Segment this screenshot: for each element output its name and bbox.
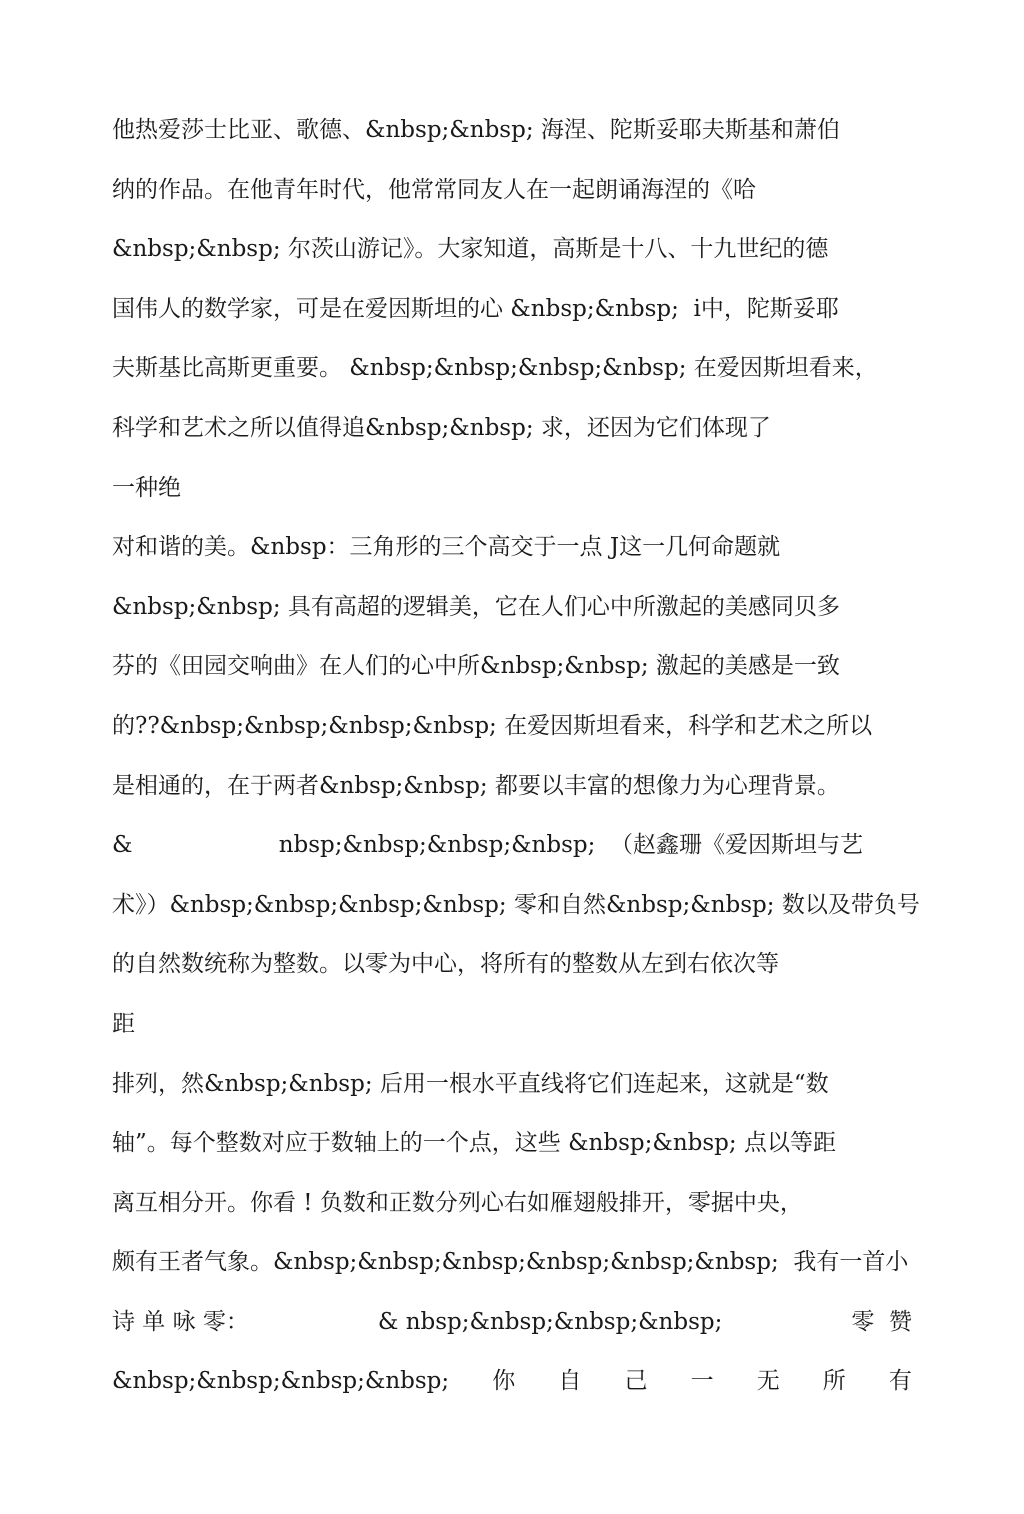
text-line: 国伟人的数学家，可是在爱因斯坦的心 &nbsp;&nbsp; i中，陀斯妥耶 <box>112 295 839 322</box>
poem-char: 己 <box>624 1368 648 1395</box>
body-text <box>112 101 920 1412</box>
text-line: 的??&nbsp;&nbsp;&nbsp;&nbsp; 在爱因斯坦看来，科学和艺术之所以 <box>112 712 873 739</box>
text-line: &nbsp;&nbsp; 尔茨山游记》。大家知道，高斯是十八、十九世纪的德 <box>112 236 829 263</box>
poem-char: 一 <box>690 1368 714 1395</box>
poem-char: 你 <box>492 1368 516 1395</box>
poem-line <box>112 1352 912 1412</box>
poem-char: 自 <box>558 1368 582 1395</box>
text-line: 对和谐的美。&nbsp：三角形的三个高交于一点 J这一几何命题就 <box>112 534 781 561</box>
text-line: 是相通的，在于两者&nbsp;&nbsp; 都要以丰富的想像力为心理背景。 <box>112 772 840 799</box>
text-line: 离互相分开。你看 ! 负数和正数分列心右如雁翅般排开，零据中央， <box>112 1189 803 1216</box>
text-line: 颇有王者气象。&nbsp;&nbsp;&nbsp;&nbsp;&nbsp;&nbsp; 我有一首小 <box>112 1249 909 1276</box>
text-line: & nbsp;&nbsp;&nbsp;&nbsp; （赵鑫珊《爱因斯坦与艺 <box>112 832 863 859</box>
text-line: &nbsp;&nbsp; 具有高超的逻辑美，它在人们心中所激起的美感同贝多 <box>112 593 840 620</box>
text-line: 距 <box>112 1010 135 1037</box>
text-line: 术》）&nbsp;&nbsp;&nbsp;&nbsp; 零和自然&nbsp;&nbsp; 数以及带负号 <box>112 891 920 918</box>
text-line: 他热爱莎士比亚、歌德、&nbsp;&nbsp; 海涅、陀斯妥耶夫斯基和萧伯 <box>112 117 840 143</box>
text-line: 排列，然&nbsp;&nbsp; 后用一根水平直线将它们连起来，这就是“数 <box>112 1070 829 1097</box>
poem-title-text: 零 赞 <box>851 1308 912 1335</box>
poem-char: 有 <box>888 1368 912 1395</box>
poem-char: 无 <box>756 1368 780 1395</box>
poem-title-line <box>112 1293 912 1353</box>
text-line: 的自然数统称为整数。以零为中心，将所有的整数从左到右依次等 <box>112 951 779 978</box>
text-line: 轴”。每个整数对应于数轴上的一个点，这些 &nbsp;&nbsp; 点以等距 <box>112 1130 836 1157</box>
text-line: 科学和艺术之所以值得追&nbsp;&nbsp; 求，还因为它们体现了 <box>112 414 771 441</box>
entity-text: &nbsp;&nbsp;&nbsp;&nbsp; <box>112 1368 450 1395</box>
text-line: 一种绝 <box>112 474 181 501</box>
entity-text: & nbsp;&nbsp;&nbsp;&nbsp; <box>377 1308 723 1335</box>
text-line: 纳的作品。在他青年时代，他常常同友人在一起朗诵海涅的《哈 <box>112 176 756 203</box>
text-line: 芬的《田园交响曲》在人们的心中所&nbsp;&nbsp; 激起的美感是一致 <box>112 653 840 680</box>
text-line: 夫斯基比高斯更重要。 &nbsp;&nbsp;&nbsp;&nbsp; 在爱因斯坦看来， <box>112 355 878 382</box>
poem-char: 所 <box>822 1368 846 1395</box>
poem-intro-text: 诗 单 咏 零： <box>112 1308 249 1335</box>
